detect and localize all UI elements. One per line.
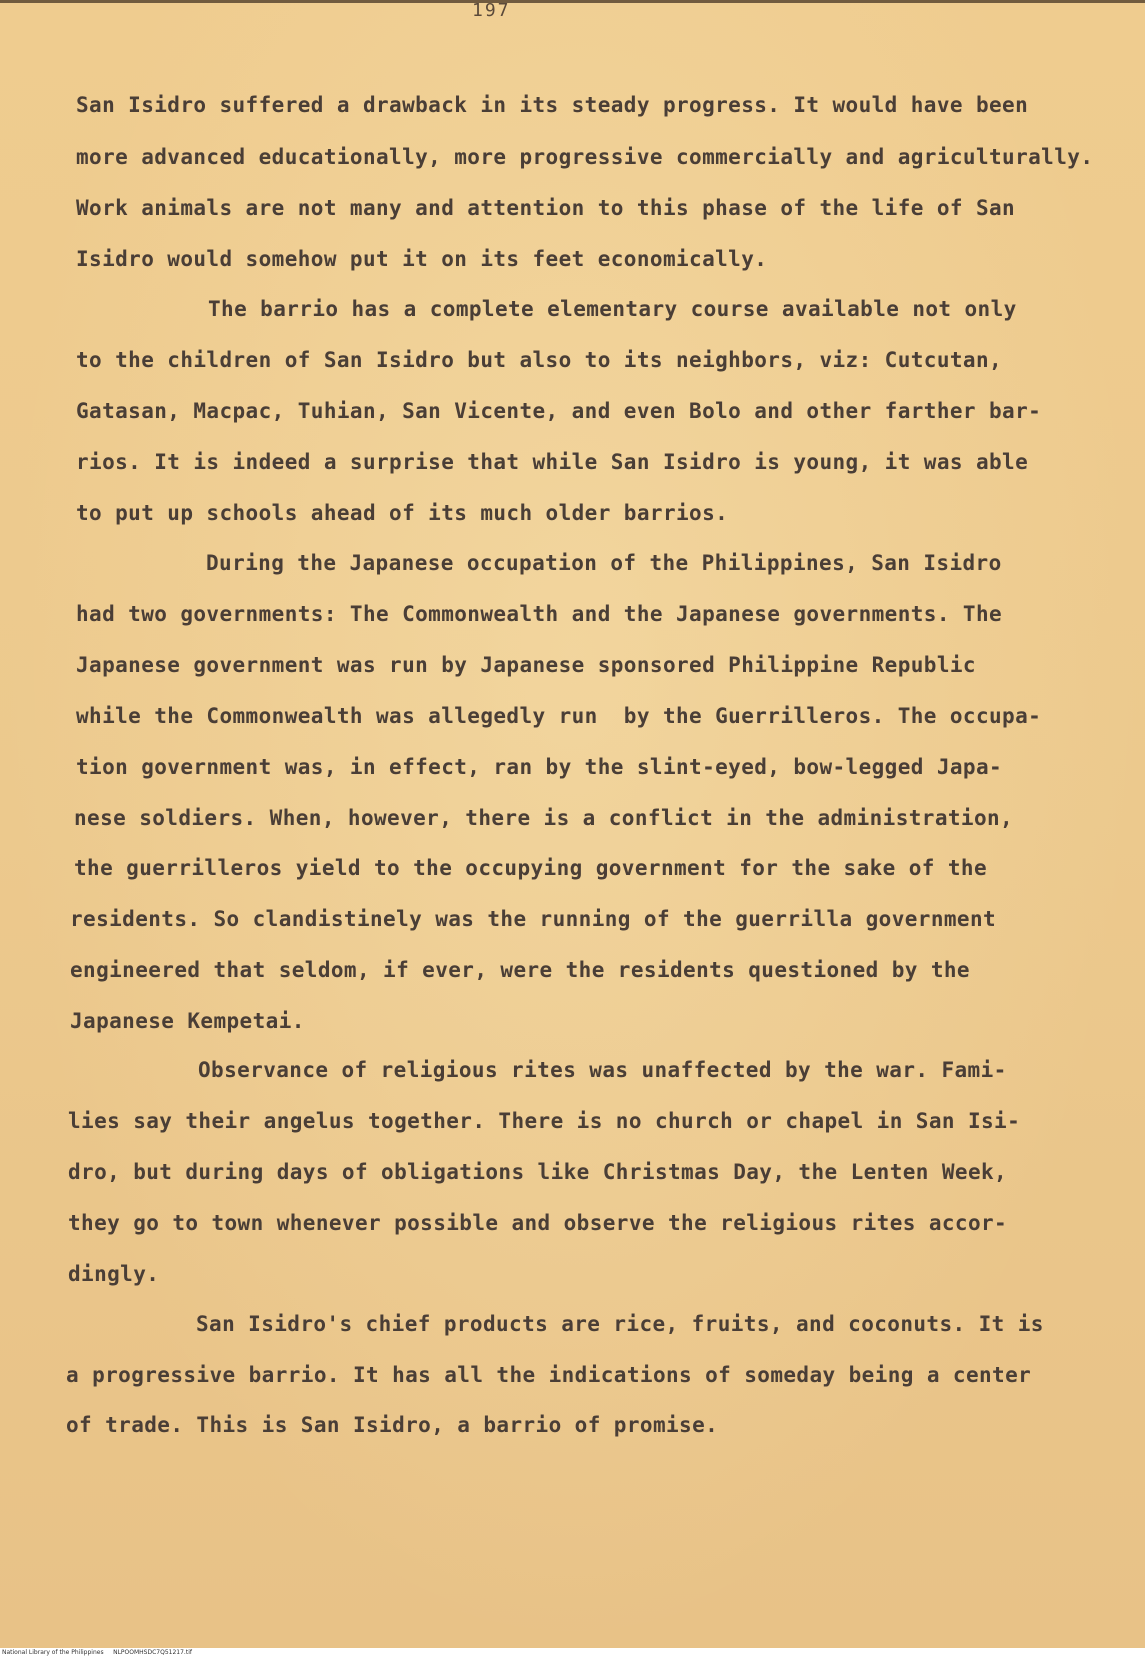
text-line: while the Commonwealth was allegedly run by the Guerrilleros. The occupa- bbox=[76, 704, 1042, 728]
text-line: The barrio has a complete elementary course available not only bbox=[208, 297, 1017, 321]
text-line: the guerrilleros yield to the occupying government for the sake of the bbox=[74, 856, 988, 880]
text-line: Isidro would somehow put it on its feet economically. bbox=[76, 247, 768, 271]
text-line: rios. It is indeed a surprise that while San Isidro is young, it was able bbox=[76, 450, 1029, 474]
text-line: to put up schools ahead of its much older barrios. bbox=[76, 501, 729, 525]
text-line: had two governments: The Commonwealth and the Japanese governments. The bbox=[76, 602, 1003, 626]
text-line: Observance of religious rites was unaffected by the war. Fami- bbox=[198, 1058, 1007, 1082]
text-line: more advanced educationally, more progressive commercially and agriculturally. bbox=[76, 145, 1094, 169]
text-line: Work animals are not many and attention to this phase of the life of San bbox=[76, 196, 1016, 220]
footer-text: National Library of the Philippines NLPOOMHSDC7Q51217.tif bbox=[2, 1649, 192, 1656]
text-line: lies say their angelus together. There is no church or chapel in San Isi- bbox=[68, 1109, 1021, 1133]
text-line: a progressive barrio. It has all the indications of someday being a center bbox=[66, 1363, 1032, 1387]
text-line: tion government was, in effect, ran by the slint-eyed, bow-legged Japa- bbox=[76, 755, 1003, 779]
text-line: Japanese Kempetai. bbox=[70, 1009, 305, 1033]
text-line: dro, but during days of obligations like Christmas Day, the Lenten Week, bbox=[68, 1160, 1008, 1184]
text-line: to the children of San Isidro but also to its neighbors, viz: Cutcutan, bbox=[76, 348, 1003, 372]
scan-footer bbox=[0, 1648, 1145, 1658]
text-line: nese soldiers. When, however, there is a conflict in the administration, bbox=[74, 806, 1014, 830]
text-line: Japanese government was run by Japanese sponsored Philippine Republic bbox=[76, 653, 976, 677]
text-line: San Isidro suffered a drawback in its steady progress. It would have been bbox=[76, 93, 1029, 117]
text-line: During the Japanese occupation of the Philippines, San Isidro bbox=[206, 551, 1002, 575]
top-rule bbox=[0, 0, 1145, 3]
text-line: dingly. bbox=[68, 1262, 160, 1286]
text-line: San Isidro's chief products are rice, fruits, and coconuts. It is bbox=[196, 1312, 1044, 1336]
page-number: 197 bbox=[472, 0, 511, 21]
text-line: Gatasan, Macpac, Tuhian, San Vicente, and even Bolo and other farther bar- bbox=[76, 399, 1042, 423]
text-line: residents. So clandistinely was the running of the guerrilla government bbox=[70, 907, 997, 931]
text-line: engineered that seldom, if ever, were the residents questioned by the bbox=[70, 958, 970, 982]
text-line: of trade. This is San Isidro, a barrio of promise. bbox=[66, 1413, 719, 1437]
text-line: they go to town whenever possible and observe the religious rites accor- bbox=[68, 1211, 1008, 1235]
